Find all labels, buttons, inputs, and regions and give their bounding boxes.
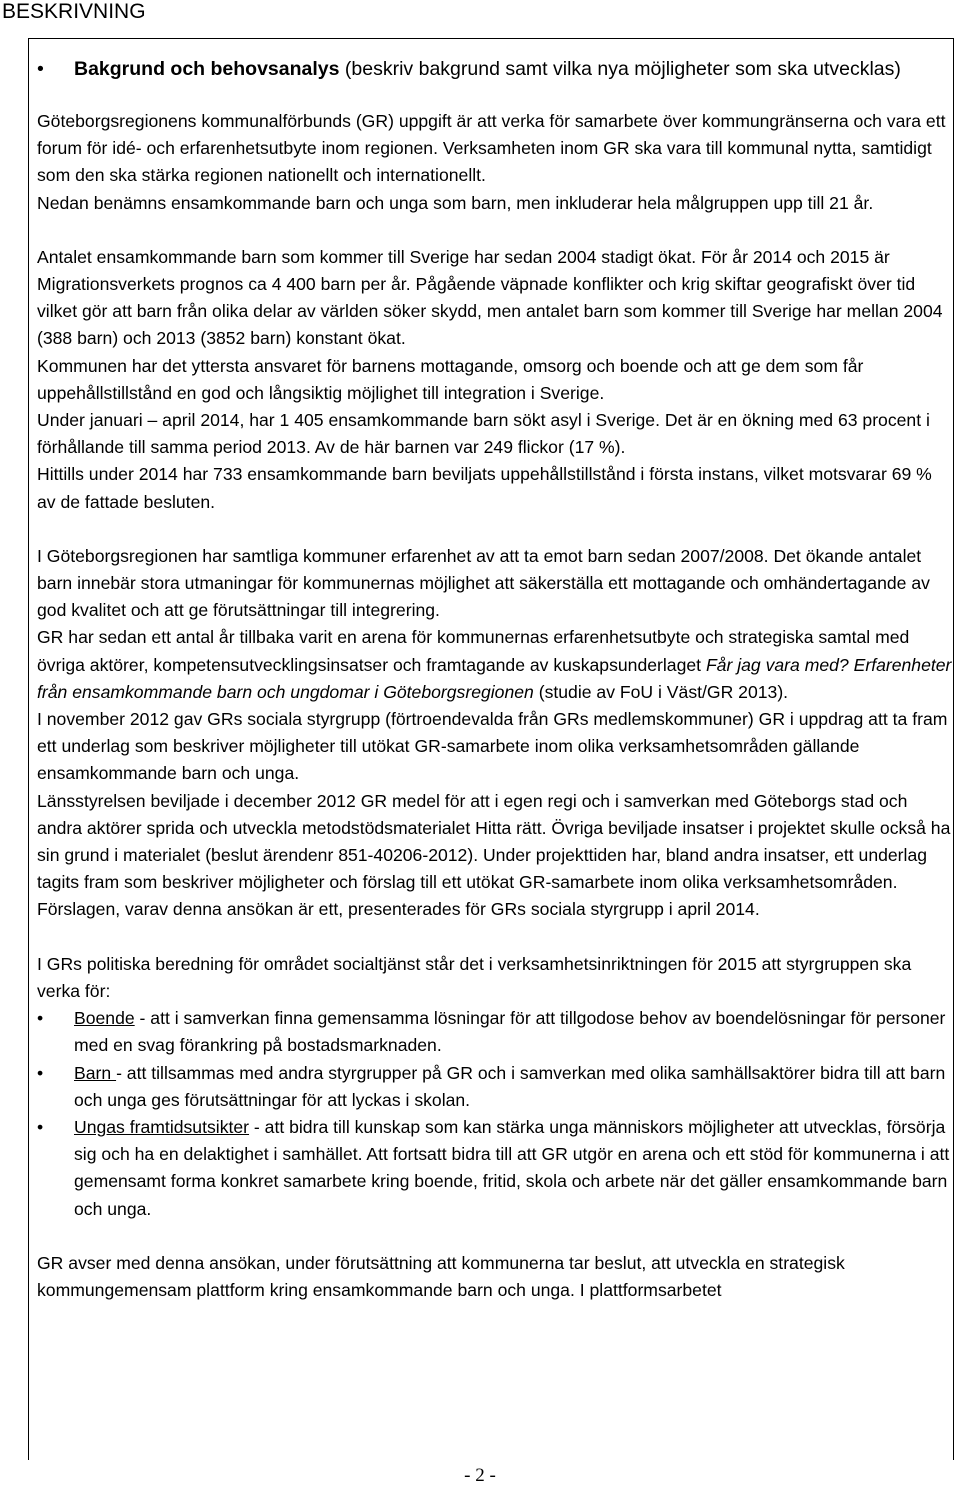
heading-description: (beskriv bakgrund samt vilka nya möjligheter som ska utvecklas) (339, 58, 901, 80)
list-item (37, 1060, 952, 1114)
section-title: BESKRIVNING (2, 0, 146, 23)
bullet-icon: • (37, 58, 44, 80)
bullet-icon: • (37, 1116, 44, 1137)
region-paragraph-2-source: (studie av FoU i Väst/GR 2013). (533, 681, 789, 702)
list-item-term: Barn (74, 1062, 117, 1083)
heading-bold: Bakgrund och behovsanalys (74, 58, 340, 80)
page-number: - 2 - (464, 1465, 496, 1486)
list-item (37, 1005, 952, 1059)
stats-paragraph-3: Under januari – april 2014, har 1 405 ensamkommande barn sökt asyl i Sverige. Det är en ökning med 63 procent i förhållande till samma period 2013. Av de här barnen var 249 flickor (17 %). (37, 410, 930, 458)
list-item-text: - att i samverkan finna gemensamma lösningar för att tillgodose behov av boendelösningar för personer med en svag förankring på bostadsmarknaden. (74, 1008, 946, 1056)
bullet-icon: • (37, 1008, 44, 1029)
stats-paragraph-1: Antalet ensamkommande barn som kommer till Sverige har sedan 2004 stadigt ökat. För år 2014 och 2015 är Migrationsverkets prognos ca 4 400 barn per år. Pågående väpnade konflikter och krig skiftar geografiskt över tid vilket gör att barn från olika delar av världen söker skydd, men antalet barn som kommer till Sverige har mellan 2004 (388 barn) och 2013 (3852 barn) konstant ökat. (37, 246, 943, 349)
list-item-text: - att bidra till kunskap som kan stärka unga människors möjligheter att utvecklas, försörja sig och ha en delaktighet i samhället. Att fortsatt bidra till att GR utgör en arena och ett stöd för kommunerna i att gemensamt forma konkret samarbete kring boende, fritid, skola och arbete när det gäller ensamkommande barn och unga. (74, 1116, 950, 1219)
description-content (37, 56, 952, 1304)
list-item-term: Boende (74, 1008, 135, 1029)
bullet-icon: • (37, 1062, 44, 1083)
list-item-term: Ungas framtidsutsikter (74, 1116, 250, 1137)
study-title: Får jag vara med? Erfarenheter från ensamkommande barn och ungdomar i Göteborgsregionen (37, 654, 952, 702)
stats-paragraph-2: Kommunen har det yttersta ansvaret för barnens mottagande, omsorg och boende och att ge dem som får uppehållstillstånd en god och långsiktig möjlighet till integration i Sverige. (37, 355, 864, 403)
policy-intro: I GRs politiska beredning för området socialtjänst står det i verksamhetsinriktningen för 2015 att styrgruppen ska verka för: (37, 953, 912, 1001)
region-paragraph-1: I Göteborgsregionen har samtliga kommuner erfarenhet av att ta emot barn sedan 2007/2008. Det ökande antalet barn innebär stora utmaningar för kommunernas möjlighet att säkerställa ett mottagande och omhändertagande av god kvalitet och att ge förutsättningar till integrering. (37, 545, 930, 621)
stats-paragraph-4: Hittills under 2014 har 733 ensamkommande barn beviljats uppehållstillstånd i första instans, vilket motsvarar 69 % av de fattade besluten. (37, 464, 932, 512)
region-paragraph-2-text: GR har sedan ett antal år tillbaka varit en arena för kommunernas erfarenhetsutbyte och strategiska samtal med övriga aktörer, kompetensutvecklingsinsatser och framtagande av kuskapsunderlaget (37, 627, 910, 675)
list-item-text: - att tillsammas med andra styrgrupper på GR och i samverkan med olika samhällsaktörer bidra till att barn och unga ges förutsättningar för att lyckas i skolan. (74, 1062, 946, 1110)
region-paragraph-2 (37, 624, 952, 706)
region-paragraph-3: I november 2012 gav GRs sociala styrgrupp (förtroendevalda från GRs medlemskommuner) GR i uppdrag att ta fram ett underlag som beskriver möjligheter till utökat GR-samarbete inom olika verksamhetsområden gällande ensamkommande barn och unga. (37, 709, 948, 784)
intro-paragraph-2: Nedan benämns ensamkommande barn och unga som barn, men inkluderar hela målgruppen upp till 21 år. (37, 192, 874, 213)
intro-paragraph-1: Göteborgsregionens kommunalförbunds (GR) uppgift är att verka för samarbete över kommungränserna och vara ett forum för idé- och erfarenhetsutbyte inom regionen. Verksamheten inom GR ska vara till kommunal nytta, samtidigt som den ska stärka regionen nationellt och internationellt. (37, 111, 946, 186)
closing-paragraph: GR avser med denna ansökan, under förutsättning att kommunerna tar beslut, att utveckla en strategisk kommungemensam plattform kring ensamkommande barn och unga. I plattformsarbetet (37, 1252, 845, 1300)
section-heading (37, 56, 952, 82)
policy-list (37, 1005, 952, 1223)
region-paragraph-4: Länsstyrelsen beviljade i december 2012 GR medel för att i egen regi och i samverkan med Göteborgs stad och andra aktörer sprida och utveckla metodstödsmaterialet Hitta rätt. Övriga beviljade insatser i projektet skulle också ha sin grund i materialet (beslut ärendenr 851-40206-2012). Under projekttiden har, bland andra insatser, ett underlag tagits fram som beskriver möjligheter och förslag till ett utökat GR-samarbete inom olika verksamhetsområden. Förslagen, varav denna ansökan är ett, presenterades för GRs sociala styrgrupp i april 2014. (37, 790, 951, 920)
list-item (37, 1114, 952, 1223)
